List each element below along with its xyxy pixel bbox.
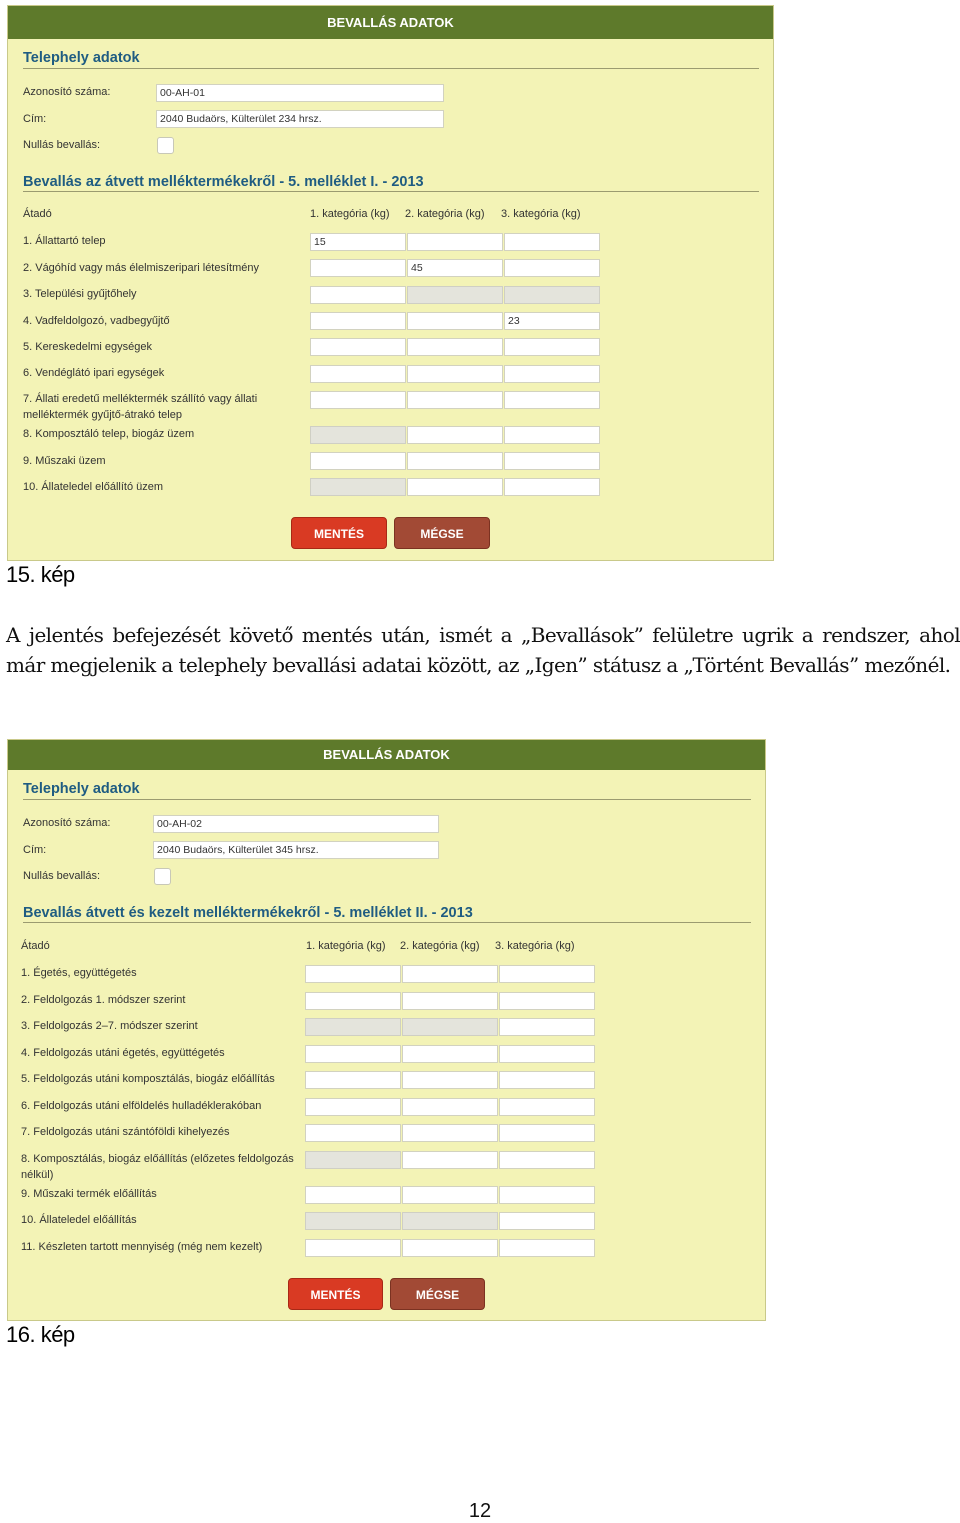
cat3-input[interactable] [499,1239,595,1257]
cat3-input[interactable] [504,426,600,444]
cat1-input[interactable] [305,1045,401,1063]
cat1-input[interactable] [305,1239,401,1257]
cat1-input[interactable] [310,391,406,409]
cat1-input-disabled [310,478,406,496]
cat2-input[interactable] [407,391,503,409]
table-row-label: 10. Állateledel előállító üzem [23,481,164,493]
table-row-label: 6. Feldolgozás utáni elföldelés hulladéklerakóban [21,1100,262,1112]
column-header-source: Átadó [21,940,50,952]
cat1-input-disabled [305,1151,401,1169]
cat1-input[interactable] [305,1071,401,1089]
cat1-input[interactable] [305,1098,401,1116]
table-row-label-cont: nélkül) [21,1169,54,1181]
cat3-input[interactable] [499,1018,595,1036]
id-label: Azonosító száma: [23,86,111,98]
save-button[interactable]: MENTÉS [291,517,387,549]
cat2-input[interactable] [407,426,503,444]
address-input[interactable]: 2040 Budaörs, Külterület 345 hrsz. [153,841,439,859]
address-input[interactable]: 2040 Budaörs, Külterület 234 hrsz. [156,110,444,128]
column-header-cat1: 1. kategória (kg) [306,940,386,952]
cat3-input[interactable] [499,965,595,983]
cat3-input[interactable] [504,233,600,251]
table-row-label: 6. Vendéglátó ipari egységek [23,367,165,379]
cat3-input[interactable] [499,1124,595,1142]
table-row-label: 11. Készleten tartott mennyiség (még nem kezelt) [21,1241,263,1253]
figure-caption: 16. kép [6,1322,75,1347]
id-input[interactable]: 00-AH-02 [153,815,439,833]
cat3-input[interactable] [504,478,600,496]
figure-caption: 15. kép [6,562,75,587]
cat2-input[interactable] [407,233,503,251]
table-row-label: 3. Feldolgozás 2–7. módszer szerint [21,1020,198,1032]
table-row-label: 10. Állateledel előállítás [21,1214,137,1226]
cat1-input-disabled [310,426,406,444]
cat2-input[interactable] [402,1124,498,1142]
cat3-input[interactable] [499,1071,595,1089]
cat2-input[interactable] [402,1098,498,1116]
cat1-input[interactable] [305,1186,401,1204]
cat1-input[interactable] [310,259,406,277]
cat2-input[interactable] [407,312,503,330]
table-row-label: 5. Kereskedelmi egységek [23,341,153,353]
table-row-label: 2. Vágóhíd vagy más élelmiszeripari létesítmény [23,262,259,274]
table-row-label: 3. Települési gyűjtőhely [23,288,137,300]
cancel-button[interactable]: MÉGSE [394,517,490,549]
section-title-site-data: Telephely adatok [23,781,140,797]
address-label: Cím: [23,844,47,856]
table-row-label: 8. Komposztálás, biogáz előállítás (előzetes feldolgozás [21,1153,294,1165]
table-row-label: 4. Feldolgozás utáni égetés, együttégetés [21,1047,225,1059]
cat3-input[interactable] [499,1045,595,1063]
table-row-label: 7. Feldolgozás utáni szántóföldi kihelyezés [21,1126,230,1138]
cat1-input[interactable] [305,1124,401,1142]
cat2-input[interactable] [402,1186,498,1204]
cat3-input[interactable] [504,259,600,277]
cat2-input[interactable] [402,1045,498,1063]
cat3-input[interactable] [504,338,600,356]
cat1-input[interactable] [310,312,406,330]
cat2-input-disabled [402,1018,498,1036]
cat1-input[interactable] [310,338,406,356]
null-report-label: Nullás bevallás: [23,139,101,151]
cat2-input[interactable] [402,992,498,1010]
cat3-input[interactable] [499,992,595,1010]
cat2-input[interactable]: 45 [407,259,503,277]
id-label: Azonosító száma: [23,817,111,829]
null-report-label: Nullás bevallás: [23,870,101,882]
cat3-input[interactable] [499,1212,595,1230]
cat3-input[interactable] [504,452,600,470]
table-row-label: 4. Vadfeldolgozó, vadbegyűjtő [23,315,170,327]
column-header-cat3: 3. kategória (kg) [501,208,581,220]
column-header-cat1: 1. kategória (kg) [310,208,390,220]
table-row-label: 7. Állati eredetű melléktermék szállító vagy állati [23,393,258,405]
cat1-input[interactable] [305,992,401,1010]
table-row-label: 1. Állattartó telep [23,235,106,247]
cat3-input[interactable] [499,1098,595,1116]
table-row-label: 9. Műszaki termék előállítás [21,1188,157,1200]
section-divider [23,191,759,192]
cat1-input[interactable] [310,365,406,383]
cat2-input-disabled [407,286,503,304]
column-header-source: Átadó [23,208,52,220]
table-row-label-cont: melléktermék gyűjtő-átrakó telep [23,409,182,421]
cat2-input[interactable] [402,1239,498,1257]
cat2-input[interactable] [402,1071,498,1089]
table-row-label: 5. Feldolgozás utáni komposztálás, biogáz előállítás [21,1073,275,1085]
cat3-input[interactable]: 23 [504,312,600,330]
cat3-input[interactable] [504,391,600,409]
cat2-input[interactable] [402,1151,498,1169]
null-report-checkbox[interactable] [154,868,171,885]
id-input[interactable]: 00-AH-01 [156,84,444,102]
form-screenshot-1 [7,5,774,561]
cat2-input[interactable] [407,452,503,470]
body-paragraph: A jelentés befejezését követő mentés után, ismét a „Bevallások” felületre ugrik a rendszer, ahol már megjelenik a telephely bevallási adatai között, az „Igen” státusz a „Történt Bevallás” mezőnél. [6,623,960,677]
cat2-input[interactable] [407,478,503,496]
form-screenshot-2 [7,739,766,1321]
section-divider [23,799,751,800]
section-title-site-data: Telephely adatok [23,50,140,66]
address-label: Cím: [23,113,47,125]
cat3-input[interactable] [499,1186,595,1204]
cat1-input[interactable] [305,965,401,983]
section-title-report: Bevallás az átvett melléktermékekről - 5. melléklet I. - 2013 [23,174,424,190]
cat1-input[interactable] [310,452,406,470]
column-header-cat2: 2. kategória (kg) [400,940,480,952]
cat2-input[interactable] [407,338,503,356]
cat2-input[interactable] [407,365,503,383]
table-row-label: 8. Komposztáló telep, biogáz üzem [23,428,195,440]
cat3-input[interactable] [504,365,600,383]
page-number: 12 [468,1500,492,1522]
cat3-input-disabled [504,286,600,304]
null-report-checkbox[interactable] [157,137,174,154]
section-divider [23,68,759,69]
column-header-cat3: 3. kategória (kg) [495,940,575,952]
save-button[interactable]: MENTÉS [288,1278,383,1310]
section-title-report: Bevallás átvett és kezelt melléktermékekről - 5. melléklet II. - 2013 [23,905,473,921]
cancel-button[interactable]: MÉGSE [390,1278,485,1310]
form-header: BEVALLÁS ADATOK [8,6,773,39]
form-header: BEVALLÁS ADATOK [8,740,765,770]
cat1-input[interactable]: 15 [310,233,406,251]
table-row-label: 1. Égetés, együttégetés [21,967,137,979]
table-row-label: 2. Feldolgozás 1. módszer szerint [21,994,186,1006]
section-divider [23,922,751,923]
cat1-input-disabled [305,1212,401,1230]
cat1-input[interactable] [310,286,406,304]
cat3-input[interactable] [499,1151,595,1169]
cat2-input[interactable] [402,965,498,983]
column-header-cat2: 2. kategória (kg) [405,208,485,220]
cat1-input-disabled [305,1018,401,1036]
table-row-label: 9. Műszaki üzem [23,455,106,467]
cat2-input-disabled [402,1212,498,1230]
